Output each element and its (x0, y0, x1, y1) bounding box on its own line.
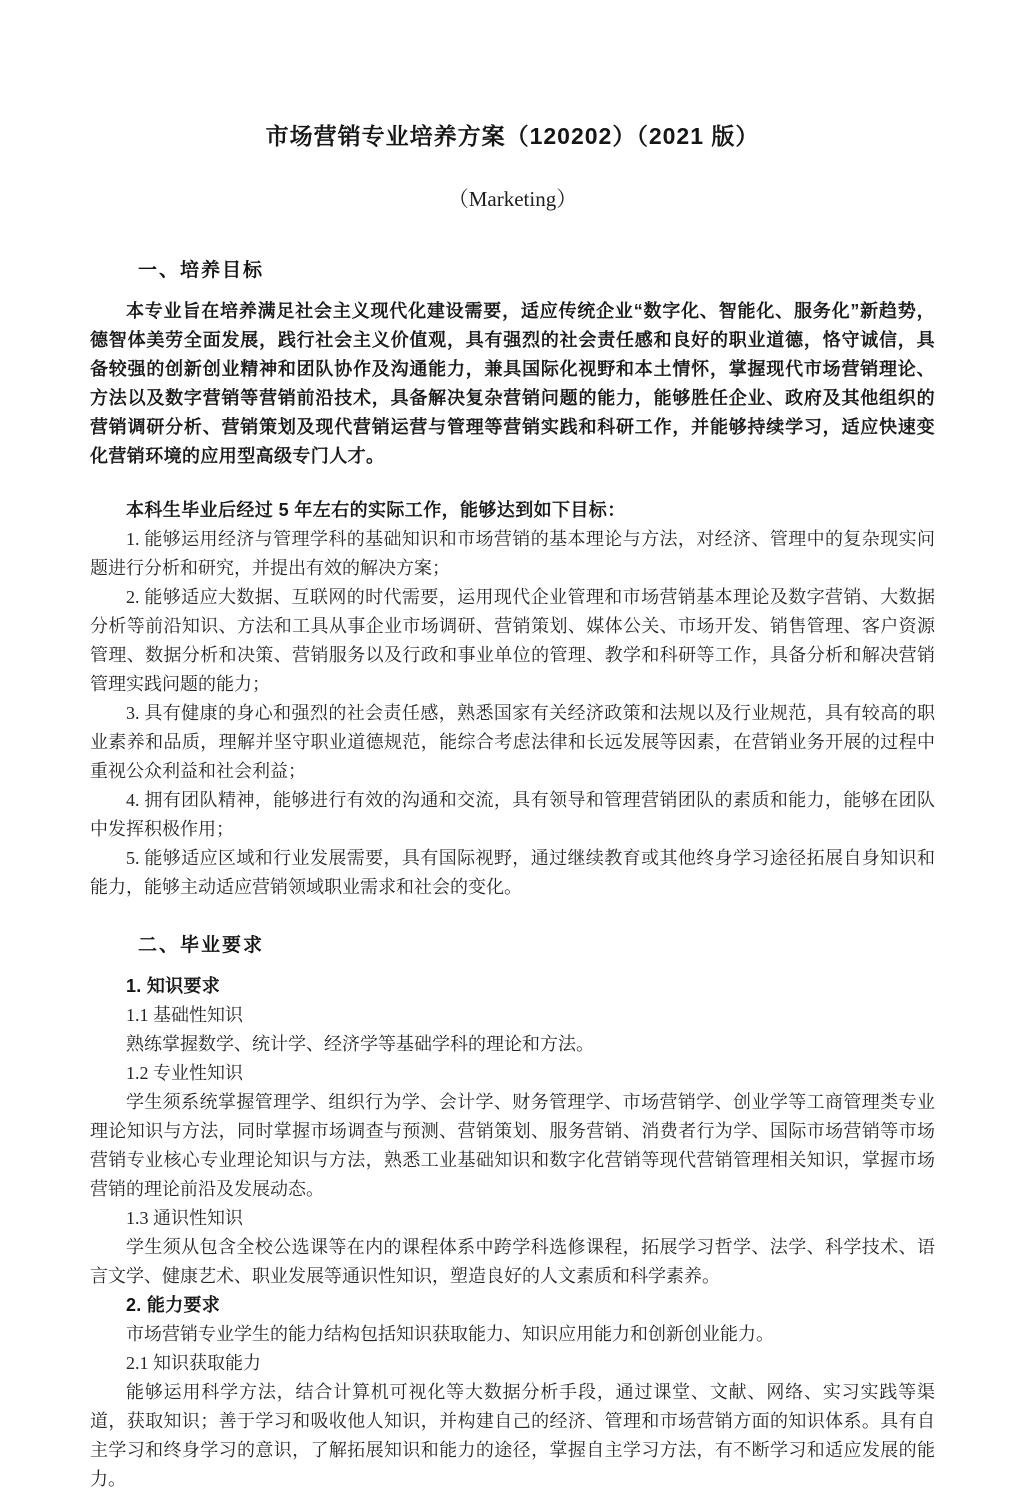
ability-acquisition-body: 能够运用科学方法，结合计算机可视化等大数据分析手段，通过课堂、文献、网络、实习实践等渠道，获取知识；善于学习和吸收他人知识，并构建自己的经济、管理和市场营销方面的知识体系。具有自主学习和终身学习的意识，了解拓展知识和能力的途径，掌握自主学习方法，有不断学习和适应发展的能力。 (90, 1382, 935, 1489)
goal-item-4: 4. 拥有团队精神，能够进行有效的沟通和交流，具有领导和管理营销团队的素质和能力，能够在团队中发挥积极作用； (90, 790, 935, 839)
graduate-goals-lead: 本科生毕业后经过 5 年左右的实际工作，能够达到如下目标： (126, 500, 626, 520)
ability-lead: 市场营销专业学生的能力结构包括知识获取能力、知识应用能力和创新创业能力。 (126, 1324, 774, 1344)
ability-requirement-heading: 2. 能力要求 (126, 1295, 221, 1315)
document-title: 市场营销专业培养方案（120202）（2021 版） (265, 123, 760, 149)
goal-item-3: 3. 具有健康的身心和强烈的社会责任感，熟悉国家有关经济政策和法规以及行业规范，具有较高的职业素养和品质，理解并坚守职业道德规范，能综合考虑法律和长远发展等因素，在营销业务开展的过程中重视公众利益和社会利益； (90, 703, 935, 781)
goal-item-1: 1. 能够运用经济与管理学科的基础知识和市场营销的基本理论与方法，对经济、管理中的复杂现实问题进行分析和研究，并提出有效的解决方案； (90, 529, 935, 578)
section-2-heading: 二、毕业要求 (138, 935, 265, 956)
knowledge-basic-body: 熟练掌握数学、统计学、经济学等基础学科的理论和方法。 (126, 1034, 594, 1054)
training-objective-paragraph: 本专业旨在培养满足社会主义现代化建设需要，适应传统企业“数字化、智能化、服务化”新趋势，德智体美劳全面发展，践行社会主义价值观，具有强烈的社会责任感和良好的职业道德，恪守诚信，具备较强的创新创业精神和团队协作及沟通能力，兼具国际化视野和本土情怀，掌握现代市场营销理论、方法以及数字营销等营销前沿技术，具备解决复杂营销问题的能力，能够胜任企业、政府及其他组织的营销调研分析、营销策划及现代营销运营与管理等营销实践和科研工作，并能够持续学习，适应快速变化营销环境的应用型高级专门人才。 (90, 301, 935, 466)
ability-acquisition-title: 2.1 知识获取能力 (126, 1353, 261, 1373)
section-1-heading: 一、培养目标 (138, 260, 265, 281)
knowledge-general-title: 1.3 通识性知识 (126, 1208, 243, 1228)
goal-item-2: 2. 能够适应大数据、互联网的时代需要，运用现代企业管理和市场营销基本理论及数字营销、大数据分析等前沿知识、方法和工具从事企业市场调研、营销策划、媒体公关、市场开发、销售管理、客户资源管理、数据分析和决策、营销服务以及行政和事业单位的管理、教学和科研等工作，具备分析和解决营销管理实践问题的能力； (90, 587, 935, 694)
document-subtitle: （Marketing） (447, 187, 578, 211)
knowledge-professional-title: 1.2 专业性知识 (126, 1063, 243, 1083)
knowledge-professional-body: 学生须系统掌握管理学、组织行为学、会计学、财务管理学、市场营销学、创业学等工商管理类专业理论知识与方法，同时掌握市场调查与预测、营销策划、服务营销、消费者行为学、国际市场营销等市场营销专业核心专业理论知识与方法，熟悉工业基础知识和数字化营销等现代营销管理相关知识，掌握市场营销的理论前沿及发展动态。 (90, 1092, 935, 1199)
knowledge-basic-title: 1.1 基础性知识 (126, 1005, 243, 1025)
knowledge-general-body: 学生须从包含全校公选课等在内的课程体系中跨学科选修课程，拓展学习哲学、法学、科学技术、语言文学、健康艺术、职业发展等通识性知识，塑造良好的人文素质和科学素养。 (90, 1237, 935, 1286)
goal-item-5: 5. 能够适应区域和行业发展需要，具有国际视野，通过继续教育或其他终身学习途径拓展自身知识和能力，能够主动适应营销领域职业需求和社会的变化。 (90, 848, 935, 897)
knowledge-requirement-heading: 1. 知识要求 (126, 976, 221, 996)
